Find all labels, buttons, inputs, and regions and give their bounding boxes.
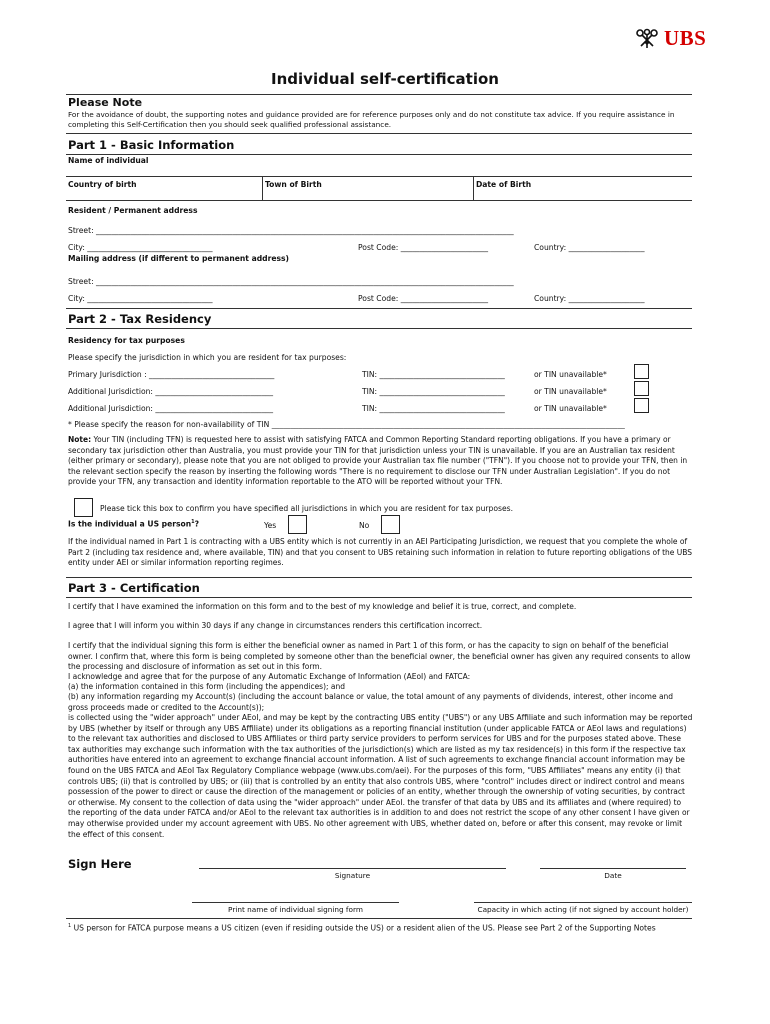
part2-heading: Part 2 - Tax Residency — [68, 312, 212, 326]
resident-postcode-field[interactable]: Post Code: _______________________ — [358, 243, 489, 252]
additional-tin-2-field[interactable]: TIN: _________________________________ — [362, 404, 505, 413]
name-of-individual-label: Name of individual — [68, 156, 149, 165]
additional-tin-2-unavailable-checkbox[interactable] — [634, 398, 649, 413]
certify-text-4: I acknowledge and agree that for the purpose of any Automatic Exchange of Information (AEoI) and FATCA: — [68, 672, 471, 681]
mailing-street-field[interactable]: Street: ______________________________________________________________________________________________________________ — [68, 277, 514, 286]
print-name-label: Print name of individual signing form — [228, 905, 363, 914]
date-label: Date — [604, 871, 622, 880]
note-body: Your TIN (including TFN) is requested here to assist with satisfying FATCA and Common Reporting Standard reporting obligations. If you have a primary or secondary tax jurisdiction other than Australia, you must provide your TIN for that jurisdiction unless your TIN is unavailable. If you are an Australian tax resident (either primary or secondary), please note that you are not obliged to provide your Australian tax file number ("TFN"). If you choose not to provide your TFN, then in the relevant section specify the reason by inserting the following words "There is no requirement to disclose our TFN under Australian Legislation". If you do not provide your TFN, any transaction and identity information reportable to the ATO will be reported without your TFN. — [68, 435, 688, 487]
confirm-jurisdictions-checkbox[interactable] — [74, 498, 93, 517]
page-title: Individual self-certification — [271, 70, 499, 88]
us-person-sup: 1 — [191, 519, 195, 525]
resident-country-field[interactable]: Country: ____________________ — [534, 243, 645, 252]
mailing-postcode-field[interactable]: Post Code: _______________________ — [358, 294, 489, 303]
additional-tin-1-unavailable-label: or TIN unavailable* — [534, 387, 607, 396]
additional-jurisdiction-1-field[interactable]: Additional Jurisdiction: _______________________________ — [68, 387, 274, 396]
country-of-birth-label: Country of birth — [68, 180, 137, 189]
part3-heading: Part 3 - Certification — [68, 581, 200, 595]
aei-text: If the individual named in Part 1 is contracting with a UBS entity which is not currently in an AEI Participating Jurisdiction, we request that you complete the whole of Part 2 (including tax residence and, where available, TIN) and that you consent to UBS retaining such information in relation to future reporting obligations of the UBS entity under AEI or similar information reporting regimes. — [68, 537, 693, 568]
primary-tin-field[interactable]: TIN: _________________________________ — [362, 370, 505, 379]
residency-label: Residency for tax purposes — [68, 336, 185, 345]
print-name-line[interactable] — [192, 902, 399, 903]
us-person-yes-checkbox[interactable] — [288, 515, 307, 534]
additional-tin-1-field[interactable]: TIN: _________________________________ — [362, 387, 505, 396]
primary-tin-unavailable-label: or TIN unavailable* — [534, 370, 607, 379]
certify-text-2: I agree that I will inform you within 30 days if any change in circumstances renders this certification incorrect. — [68, 621, 483, 630]
mailing-address-label: Mailing address (if different to permanent address) — [68, 254, 289, 263]
confirm-jurisdictions-text: Please tick this box to confirm you have specified all jurisdictions in which you are resident for tax purposes. — [100, 504, 513, 513]
us-person-yes-label: Yes — [264, 521, 277, 530]
please-note-heading: Please Note — [68, 96, 143, 109]
footnote-text: US person for FATCA purpose means a US citizen (even if residing outside the US) or a resident alien of the US. Please see Part 2 of the Supporting Notes — [71, 923, 656, 933]
mailing-city-field[interactable]: City: _________________________________ — [68, 294, 213, 303]
additional-jurisdiction-2-field[interactable]: Additional Jurisdiction: _______________________________ — [68, 404, 274, 413]
ubs-brand-text: UBS — [664, 26, 707, 50]
us-person-no-checkbox[interactable] — [381, 515, 400, 534]
capacity-line[interactable] — [474, 902, 692, 903]
part1-heading: Part 1 - Basic Information — [68, 138, 235, 152]
primary-tin-unavailable-checkbox[interactable] — [634, 364, 649, 379]
certify-text-5: (a) the information contained in this form (including the appendices); and — [68, 682, 346, 691]
note-bold-label: Note: — [68, 435, 92, 444]
resident-address-label: Resident / Permanent address — [68, 206, 198, 215]
name-of-individual-field[interactable] — [68, 167, 692, 175]
us-person-no-label: No — [359, 521, 370, 530]
footnote-sup: 1 — [68, 923, 72, 929]
mailing-country-field[interactable]: Country: ____________________ — [534, 294, 645, 303]
please-note-text: For the avoidance of doubt, the supporting notes and guidance provided are for reference purposes only and do not constitute tax advice. If you require assistance in completing this Self-Certification then you should seek qualified professional assistance. — [68, 110, 675, 129]
us-person-q: ? — [194, 519, 200, 529]
us-person-question — [68, 519, 199, 529]
capacity-label: Capacity in which acting (if not signed by account holder) — [477, 905, 689, 914]
resident-street-field[interactable]: Street: ______________________________________________________________________________________________________________ — [68, 226, 514, 235]
ubs-keys-icon — [634, 28, 660, 50]
additional-tin-2-unavailable-label: or TIN unavailable* — [534, 404, 607, 413]
signature-line[interactable] — [199, 868, 506, 869]
resident-city-field[interactable]: City: _________________________________ — [68, 243, 213, 252]
sign-here-heading: Sign Here — [68, 857, 132, 871]
primary-jurisdiction-field[interactable]: Primary Jurisdiction : _________________________________ — [68, 370, 275, 379]
tin-reason-field[interactable]: * Please specify the reason for non-availability of TIN _____________________________________________________________________________________________ — [68, 420, 625, 429]
certify-text-6: (b) any information regarding my Account(s) (including the account balance or value, the total amount of any payments of dividends, interest, other income and gross proceeds made or credited to the Account(s)); — [68, 692, 674, 712]
town-of-birth-label: Town of Birth — [265, 180, 322, 189]
date-line[interactable] — [540, 868, 686, 869]
us-person-label: Is the individual a US person — [68, 519, 192, 529]
signature-label: Signature — [334, 871, 371, 880]
specify-jurisdiction-text: Please specify the jurisdiction in which you are resident for tax purposes: — [68, 353, 347, 362]
additional-tin-1-unavailable-checkbox[interactable] — [634, 381, 649, 396]
ubs-logo — [634, 26, 706, 51]
date-of-birth-label: Date of Birth — [476, 180, 532, 189]
footnote — [68, 923, 656, 933]
certify-text-3: I certify that the individual signing this form is either the beneficial owner as named in Part 1 of this form, or has the capacity to sign on behalf of the beneficial owner. I confirm that, where this form is being completed by someone other than the beneficial owner, the beneficial owner has given any required consents to allow the processing and disclosure of information as set out in this form. — [68, 641, 691, 672]
tin-note-text — [68, 435, 694, 488]
certify-text-1: I certify that I have examined the information on this form and to the best of my knowledge and belief it is true, correct, and complete. — [68, 602, 577, 611]
certify-text-7: is collected using the "wider approach" under AEoI, and may be kept by the contracting UBS entity ("UBS") or any UBS Affiliate and such information may be reported by UBS (whether by itself or through any UBS Affiliate) under its obligations as a reporting financial institution (under applicable FATCA or AEoI laws and regulations) to the relevant tax authorities and disclosed to UBS Affiliates or third party service providers to perform services for UBS and for the purposes stated above. These tax authorities may exchange such information with the tax authorities of the jurisdiction(s) which are listed as my tax residence(s) in this form if the respective tax authorities have entered into an agreement to exchange financial account information. A list of such agreements to exchange financial account information may be found on the UBS FATCA and AEoI Tax Regulatory Compliance webpage (www.ubs.com/aei). For the purposes of this form, "UBS Affiliates" means any entity (i) that controls UBS; (ii) that is controlled by UBS; or (iii) that is controlled by an entity that also controls UBS, where "control" includes direct or indirect control and means possession of the power to direct or cause the direction of the management or policies of an entity, whether through the ownership of voting securities, by contract or otherwise. My consent to the collection of data using the "wider approach" under AEoI. the transfer of that data by UBS and its affiliates and (where required) to the reporting of the data under FATCA and/or AEoI to the relevant tax authorities is in addition to and does not restrict the scope of any other consent I have given or may otherwise provided under my account agreement with UBS. No other agreement with UBS, whether dated on, before or after this consent, may revoke or limit the effect of this consent. — [68, 713, 693, 839]
